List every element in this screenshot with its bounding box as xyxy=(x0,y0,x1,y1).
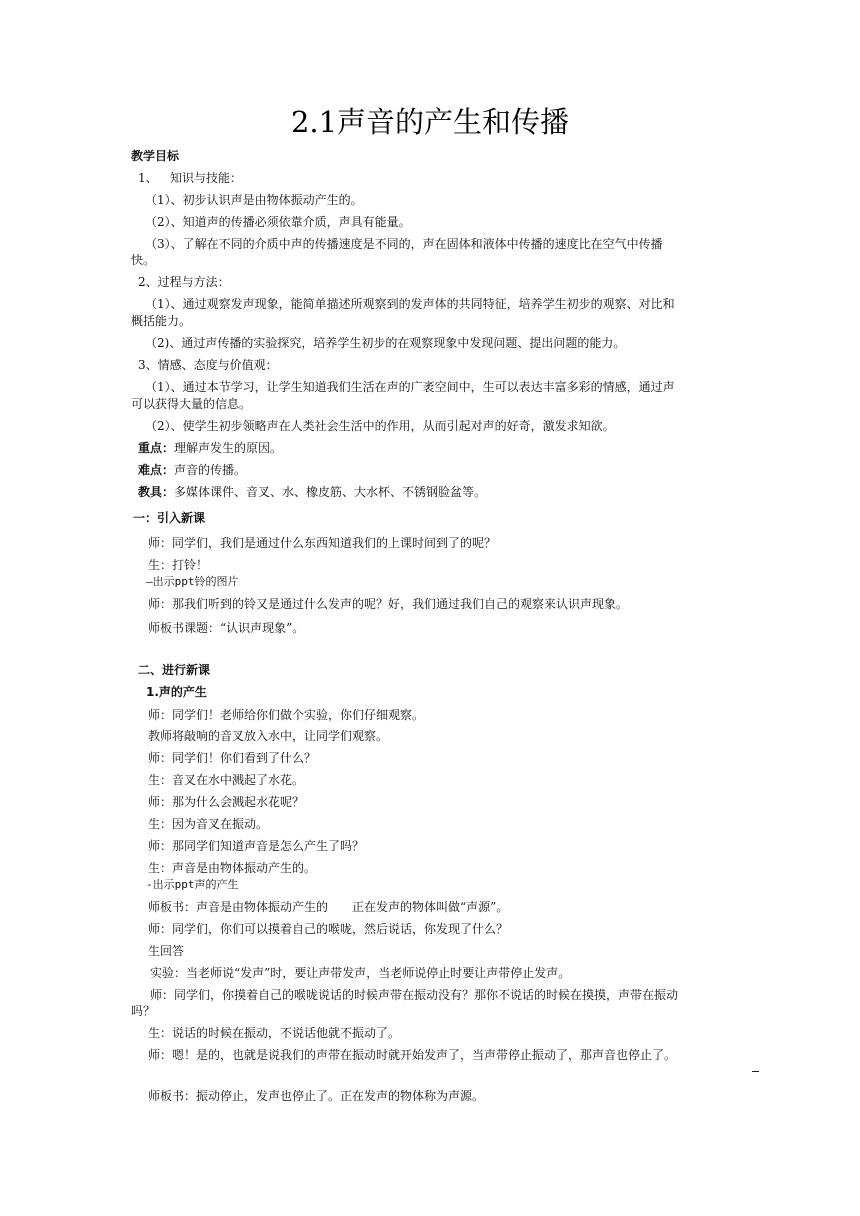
dialogue-line: 生：因为音叉在振动。 xyxy=(148,817,269,831)
dialogue-line: 师：那为什么会溅起水花呢？ xyxy=(148,795,305,809)
tools-label: 教具： xyxy=(138,485,175,499)
dialogue-line: 师：嗯！是的，也就是说我们的声带在振动时就开始发声了，当声带停止振动了，那声音也停止了。 xyxy=(148,1048,677,1062)
page-title: 2.1声音的产生和传播 xyxy=(290,105,570,139)
section2-item-continued: 概括能力。 xyxy=(131,314,192,328)
dialogue-line: 教师将敲响的音叉放入水中，让同学们观察。 xyxy=(148,729,389,743)
ppt-note: —出示ppt铃的图片 xyxy=(146,575,239,588)
dialogue-line: 师板书课题：“认识声现象”。 xyxy=(148,621,305,635)
key-point-text: 理解声发生的原因。 xyxy=(174,441,283,455)
dialogue-line: 师：那同学们知道声音是怎么产生了吗？ xyxy=(148,839,365,853)
dialogue-line: 师：同学们，你们可以摸着自己的喉咙，然后说话，你发现了什么？ xyxy=(148,922,509,936)
difficulty-text: 声音的传播。 xyxy=(174,463,247,477)
key-point-label: 重点： xyxy=(138,441,175,455)
dialogue-line: 生：打铃！ xyxy=(148,558,209,572)
dialogue-line: 师：同学们，你摸着自己的喉咙说话的时候声带在振动没有？那你不说话的时候在摸摸，声带在振动 xyxy=(150,988,679,1002)
dialogue-line-continued: 吗？ xyxy=(131,1004,156,1018)
key-point-row xyxy=(138,440,282,456)
section2-item: （1）、通过观察发声现象，能简单描述所观察到的发声体的共同特征，培养学生初步的观察、对比和 xyxy=(145,297,675,311)
section1-item: （1）、初步认识声是由物体振动产生的。 xyxy=(145,193,363,207)
board-note: 师板书：声音是由物体振动产生的 正在发声的物体叫做“声源”。 xyxy=(148,900,509,914)
section1-item-continued: 快。 xyxy=(131,253,156,267)
tools-row xyxy=(138,484,486,500)
section1-number: 1、 xyxy=(138,171,158,185)
ppt-note: -出示ppt声的产生 xyxy=(146,878,239,891)
dialogue-line: 师：同学们，我们是通过什么东西知道我们的上课时间到了的呢？ xyxy=(148,536,497,550)
experiment-line: 实验：当老师说“发声”时，要让声带发声，当老师说停止时要让声带停止发声。 xyxy=(150,966,571,980)
section2-item: （2)、通过声传播的实验探究，培养学生初步的在观察现象中发现问题、提出问题的能力。 xyxy=(145,336,626,350)
dialogue-line: 生：音叉在水中溅起了水花。 xyxy=(148,773,305,787)
section2-title: 2、过程与方法： xyxy=(138,275,230,289)
dialogue-line: 师：同学们！你们看到了什么？ xyxy=(148,751,317,765)
margin-mark xyxy=(752,1071,759,1072)
section3-title: 3、情感、态度与价值观： xyxy=(138,358,278,372)
part1-heading: 一：引入新课 xyxy=(133,511,206,525)
dialogue-line: 生回答 xyxy=(148,944,185,958)
difficulty-row xyxy=(138,462,246,478)
goals-heading: 教学目标 xyxy=(131,149,180,163)
board-note: 师板书：振动停止，发声也停止了。正在发声的物体称为声源。 xyxy=(148,1089,485,1103)
section1-item: （3）、了解在不同的介质中声的传播速度是不同的，声在固体和液体中传播的速度比在空气中传播 xyxy=(145,237,663,251)
section1-item: （2）、知道声的传播必须依靠介质，声具有能量。 xyxy=(145,215,411,229)
section3-item-continued: 可以获得大量的信息。 xyxy=(131,397,252,411)
part2-heading: 二、进行新课 xyxy=(138,663,211,677)
difficulty-label: 难点： xyxy=(138,463,175,477)
dialogue-line: 生：声音是由物体振动产生的。 xyxy=(148,861,317,875)
dialogue-line: 师：那我们听到的铃又是通过什么发声的呢？好，我们通过我们自己的观察来认识声现象。 xyxy=(148,597,629,611)
dialogue-line: 师：同学们！老师给你们做个实验，你们仔细观察。 xyxy=(148,708,425,722)
subsection-heading: 1.声的产生 xyxy=(146,685,207,699)
section3-item: （1）、通过本节学习，让学生知道我们生活在声的广袤空间中，生可以表达丰富多彩的情感，通过声 xyxy=(145,380,675,394)
dialogue-line: 生：说话的时候在振动，不说话他就不振动了。 xyxy=(148,1026,401,1040)
section1-title: 知识与技能： xyxy=(170,171,243,185)
section3-item: （2）、使学生初步领略声在人类社会生活中的作用，从而引起对声的好奇，激发求知欲。 xyxy=(145,419,615,433)
tools-text: 多媒体课件、音叉、水、橡皮筋、大水杯、不锈钢脸盆等。 xyxy=(174,485,487,499)
